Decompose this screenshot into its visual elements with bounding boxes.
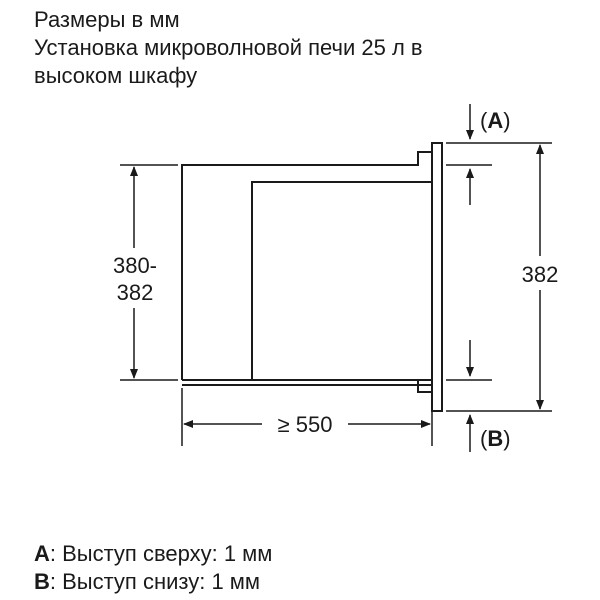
height-label-line-1: 380- <box>112 253 158 278</box>
title-line-2: Установка микроволновой печи 25 л в <box>34 35 423 60</box>
legend <box>34 540 272 596</box>
marker-a-open: ( <box>480 108 488 133</box>
marker-a-close: ) <box>503 108 511 133</box>
legend-letter: B <box>34 569 50 594</box>
marker-b-open: ( <box>480 426 488 451</box>
legend-text: : Выступ сверху: 1 мм <box>49 541 273 566</box>
marker-b-close: ) <box>503 426 511 451</box>
legend-item-b <box>34 568 272 596</box>
opening-height-label: 382 <box>521 262 559 287</box>
marker-a-letter: A <box>487 108 504 133</box>
marker-b-letter: B <box>487 426 504 451</box>
depth-label: ≥ 550 <box>277 412 333 437</box>
microwave-body <box>252 182 432 380</box>
microwave-flange-step <box>418 152 432 165</box>
marker-b <box>480 426 511 451</box>
microwave-front-frame <box>432 143 442 411</box>
legend-text: : Выступ снизу: 1 мм <box>49 569 261 594</box>
legend-item-a <box>34 540 272 568</box>
legend-letter: A <box>34 541 50 566</box>
title-line-1: Размеры в мм <box>34 7 180 32</box>
title-line-3: высоком шкафу <box>34 63 198 88</box>
marker-a <box>480 108 511 133</box>
height-label-line-2: 382 <box>116 280 154 305</box>
